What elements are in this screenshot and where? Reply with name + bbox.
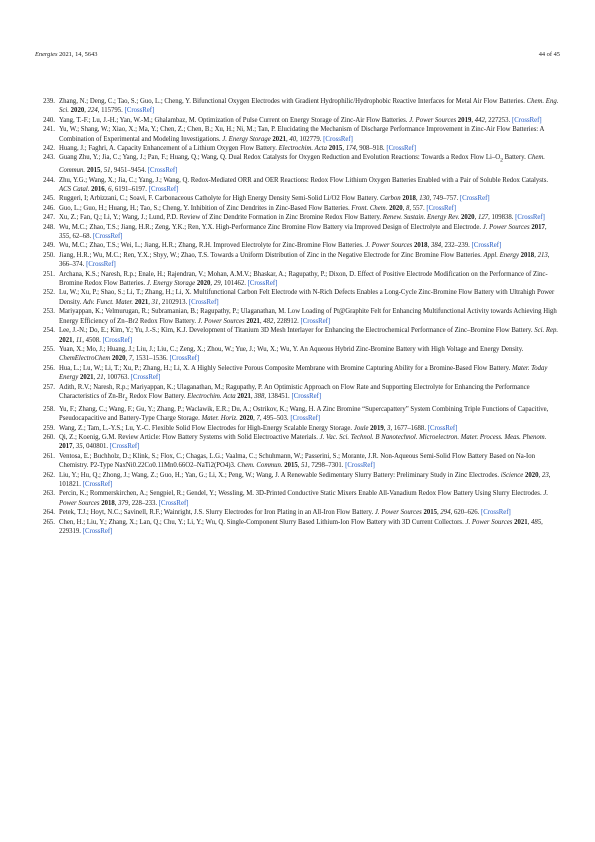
journal-year-volume: 2021, 14, — [59, 51, 84, 58]
reference-number: 264. — [43, 509, 55, 517]
reference-text — [59, 508, 560, 517]
reference-segment: , — [538, 471, 542, 479]
reference-italic: 384 — [430, 242, 442, 250]
reference-number: 245. — [43, 195, 55, 203]
reference-segment: , — [104, 186, 109, 193]
reference-italic: Carbon — [379, 195, 401, 203]
reference-text — [59, 194, 560, 203]
reference-segment: , — [253, 415, 257, 423]
reference-year: 2015 — [284, 462, 298, 470]
journal-citation — [35, 50, 97, 60]
reference-number: 251. — [43, 270, 55, 278]
reference-subscript: 2 — [500, 157, 503, 164]
reference-number: 249. — [43, 242, 55, 250]
reference-segment: Wu, M.C.; Zhao, T.S.; Wei, L.; Jiang, H.R.; Zhang, R.H. Improved Electrolyte for Zinc-Bromine Flow Batteries. — [59, 242, 366, 250]
reference-item — [35, 424, 560, 433]
reference-text — [59, 489, 560, 508]
crossref-link[interactable]: [CrossRef] — [290, 415, 321, 423]
reference-segment: Qi, Z.; Koenig, G.M. Review Article: Flow Battery Systems with Solid Electroactive Materials. — [59, 433, 320, 441]
reference-segment: Archana, K.S.; Naresh, R.p.; Enale, H.; Rajendran, V.; Mohan, A.M.V.; Bhaskar, A.; Ragupathy, P.; Dixon, D. Effect of Positive Electrode Modification on the Performance of Zinc-Bromine Redox Flow Batteries. — [59, 270, 548, 288]
reference-text — [59, 176, 560, 195]
reference-segment: , 366–374. — [59, 251, 550, 269]
reference-year: 2021 — [272, 135, 286, 143]
reference-italic: Adv. Funct. Mater. — [83, 298, 134, 306]
reference-italic: J. Power Sources — [59, 490, 549, 507]
reference-item — [35, 288, 560, 307]
reference-segment: , — [210, 280, 214, 288]
crossref-link[interactable]: [CrossRef] — [82, 480, 113, 488]
reference-item — [35, 223, 560, 242]
reference-item — [35, 326, 560, 345]
reference-text — [59, 326, 560, 345]
reference-italic: J. Power Sources — [197, 317, 245, 325]
reference-segment: , 749–757. — [429, 195, 460, 203]
reference-segment: , 227253. — [484, 116, 512, 124]
reference-segment: , 101462. — [220, 280, 248, 288]
reference-italic: 23 — [541, 471, 549, 479]
reference-item — [35, 153, 560, 175]
reference-segment: Yang, T.-F.; Lu, J.-H.; Yan, W.-M.; Ghalambaz, M. Optimization of Pulse Current on Energy Storage of Zinc-Air Flow Batteries. — [59, 116, 410, 124]
reference-year: 2021 — [246, 317, 260, 325]
reference-text — [59, 307, 560, 326]
reference-segment: , 62–68. — [69, 233, 93, 241]
reference-number: 265. — [43, 518, 55, 526]
reference-year: 2021 — [134, 298, 149, 306]
reference-subscript: 2 — [124, 396, 128, 403]
reference-italic: 29 — [213, 280, 221, 288]
crossref-link[interactable]: [CrossRef] — [300, 317, 331, 325]
reference-italic: J. Vac. Sci. Technol. B Nanotechnol. Microelectron. Mater. Process. Meas. Phenom. — [319, 433, 547, 441]
reference-italic: 8 — [406, 204, 410, 212]
reference-segment: Wang, Z.; Tam, L.-Y.S.; Lu, Y.-C. Flexible Solid Flow Electrodes for High-Energy Scalable Energy Storage. — [59, 424, 354, 432]
reference-segment: , 109838. — [488, 214, 516, 222]
reference-segment: Ventosa, E.; Buchholz, D.; Klink, S.; Flox, C.; Chagas, L.G.; Vaalma, C.; Schuhmann, W.; Passerini, S.; Morante, J.R. Non-Aqueous Semi-Solid Flow Battery Based on Na-Ion Chemistry. P2-Type NaxNi0.22Co0.11Mn0.66O2–NaTi2(PO4)3. — [59, 452, 536, 470]
reference-segment: Guo, L.; Guo, H.; Huang, H.; Tao, S.; Cheng, Y. Inhibition of Zinc Dendrites in Zinc-Based Flow Batteries. — [59, 204, 352, 212]
crossref-link[interactable]: [CrossRef] — [109, 443, 140, 451]
reference-text — [59, 452, 560, 471]
reference-segment: , 138451. — [264, 392, 292, 400]
crossref-link[interactable]: [CrossRef] — [515, 214, 545, 222]
reference-italic: 127 — [477, 214, 489, 222]
crossref-link[interactable]: [CrossRef] — [86, 261, 116, 269]
reference-italic: iScience — [500, 471, 524, 479]
reference-italic: J. Power Sources — [365, 242, 413, 250]
reference-segment: , — [527, 518, 531, 526]
reference-item — [35, 489, 560, 508]
reference-number: 240. — [43, 116, 55, 124]
reference-segment: Lee, J.-N.; Do, E.; Kim, Y.; Yu, J.-S.; Kim, K.J. Development of Titanium 3D Mesh Interlayer for Enhancing the Electrochemical Performance of Zinc–Bromine Flow Battery. — [59, 327, 535, 335]
reference-segment: , 228912. — [273, 317, 301, 325]
reference-italic: 51 — [301, 462, 308, 470]
reference-italic: 11 — [75, 336, 83, 344]
reference-segment: , — [437, 509, 441, 517]
reference-text — [59, 405, 560, 424]
reference-number: 262. — [43, 471, 55, 479]
reference-segment: Redox Flow Battery. — [127, 392, 188, 400]
reference-number: 261. — [43, 452, 55, 460]
reference-segment: Chen, H.; Liu, Y.; Zhang, X.; Lan, Q.; Chu, Y.; Li, Y.; Wu, Q. Single-Component Slurry Based Lithium-Ion Flow Battery with 3D Current Collectors. — [59, 518, 466, 526]
reference-number: 244. — [43, 176, 55, 184]
reference-segment: , — [72, 443, 76, 451]
reference-year: 2021 — [514, 518, 528, 526]
reference-year: 2020 — [525, 471, 539, 479]
reference-number: 250. — [43, 251, 55, 259]
reference-segment: , 557. — [409, 204, 427, 212]
reference-segment: , — [297, 462, 302, 470]
crossref-link[interactable]: [CrossRef] — [169, 355, 200, 363]
reference-number: 263. — [43, 490, 55, 498]
reference-segment: Mariyappan, K.; Velmurugan, R.; Subramanian, B.; Ragupathy, P.; Ulaganathan, M. Low Loading of Pt@Graphite Felt for Enhancing Multifunctional Activity towards Achieving High Energy Efficiency of Zn–Br2 Redox Flow Battery. — [59, 308, 557, 325]
crossref-link[interactable]: [CrossRef] — [158, 499, 189, 507]
reference-segment: , — [84, 107, 88, 115]
reference-italic: 485 — [531, 518, 542, 526]
reference-text — [59, 345, 560, 364]
reference-item — [35, 125, 560, 144]
reference-year: 2020 — [70, 107, 85, 115]
reference-year: 2018 — [414, 242, 428, 250]
reference-segment: Percin, K.; Rommerskirchen, A.; Sengpiel, R.; Gendel, Y.; Wessling, M. 3D-Printed Conductive Static Mixers Enable All-Vanadium Redox Flow Battery Using Slurry Electrodes. — [59, 490, 544, 498]
reference-segment: , 908–918. — [355, 145, 387, 153]
reference-text — [59, 213, 560, 222]
reference-year: 2018 — [101, 499, 115, 507]
crossref-link[interactable]: [CrossRef] — [481, 509, 511, 517]
reference-number: 260. — [43, 433, 55, 441]
reference-text — [59, 116, 560, 125]
reference-segment: Hua, L.; Lu, W.; Li, T.; Xu, P.; Zhang, H.; Li, X. A Highly Selective Porous Composite Membrane with Bromine Capturing Ability for a Bromine-Based Flow Battery. — [59, 364, 512, 372]
journal-name: Energies — [35, 51, 58, 58]
reference-number: 242. — [43, 145, 55, 153]
reference-italic: Joule — [353, 424, 369, 432]
crossref-link[interactable]: [CrossRef] — [291, 392, 322, 400]
reference-item — [35, 176, 560, 195]
reference-italic: Chem. Eng. Sci. — [59, 98, 559, 115]
reference-segment: , 228–233. — [128, 499, 159, 507]
reference-italic: J. Power Sources — [374, 509, 422, 517]
reference-number: 257. — [43, 383, 55, 391]
reference-italic: 7 — [256, 415, 260, 423]
reference-italic: Chem. Commun. — [237, 462, 283, 470]
reference-number: 243. — [43, 154, 55, 162]
reference-segment: , 040801. — [82, 443, 110, 451]
reference-italic: 3 — [387, 424, 391, 432]
reference-number: 255. — [43, 345, 55, 353]
crossref-link[interactable]: [CrossRef] — [148, 186, 179, 193]
reference-italic: ChemElectroChem — [59, 355, 111, 363]
reference-italic: Front. Chem. — [351, 204, 388, 212]
reference-number: 259. — [43, 424, 55, 432]
reference-italic: J. Energy Storage — [222, 135, 271, 143]
reference-item — [35, 345, 560, 364]
reference-item — [35, 97, 560, 116]
reference-item — [35, 241, 560, 250]
reference-segment: , — [383, 424, 388, 432]
reference-segment: Guang Zhu, Y.; Jia, C.; Yang, J.; Pan, F.; Huang, Q.; Wang, Q. Dual Redox Catalysts for Oxygen Reduction and Evolution Reactions: Towards a Redox Flow Li–O — [59, 154, 501, 162]
reference-italic: J. Power Sources — [465, 518, 513, 526]
reference-year: 2017 — [531, 223, 545, 231]
reference-year: 2015 — [423, 509, 438, 517]
article-number: 5643 — [84, 51, 98, 58]
reference-segment: Jiang, H.R.; Wu, M.C.; Ren, Y.X.; Shyy, W.; Zhao, T.S. Towards a Uniform Distribution of Zinc in the Negative Electrode for Zinc Bromine Flow Batteries. — [59, 251, 484, 259]
reference-segment: , 100763. — [103, 374, 131, 382]
reference-segment: Zhang, N.; Deng, C.; Tao, S.; Guo, L.; Cheng, Y. Bifunctional Oxygen Electrodes with Gradient Hydrophilic/Hydrophobic Reactive Interfaces for Metal Air Flow Batteries. — [59, 98, 527, 105]
reference-italic: 31 — [151, 298, 159, 306]
reference-year: 2020 — [461, 214, 475, 222]
reference-item — [35, 194, 560, 203]
reference-item — [35, 307, 560, 326]
reference-segment: , — [93, 374, 97, 382]
reference-item — [35, 251, 560, 270]
crossref-link[interactable]: [CrossRef] — [247, 280, 278, 288]
reference-segment: Huang, J.; Faghri, A. Capacity Enhancement of a Lithium Oxygen Flow Battery. — [59, 145, 279, 153]
reference-italic: Sci. Rep. — [534, 327, 559, 335]
crossref-link[interactable]: [CrossRef] — [124, 107, 155, 115]
reference-year: 2021 — [80, 374, 94, 382]
reference-segment: Yu, W.; Shang, W.; Xiao, X.; Ma, Y.; Chen, Z.; Chen, B.; Xu, H.; Ni, M.; Tan, P. Elucidating the Mechanism of Discharge Performance Improvement in Zinc-Air Flow Batteries: A Combination of Experimental and Modeling Investigations. — [59, 126, 545, 143]
reference-segment: , 232–239. — [441, 242, 472, 250]
reference-item — [35, 508, 560, 517]
reference-number: 247. — [43, 214, 55, 222]
reference-year: 2020 — [111, 355, 126, 363]
reference-text — [59, 125, 560, 144]
reference-text — [59, 364, 560, 383]
reference-italic: Renew. Sustain. Energy Rev. — [382, 214, 460, 222]
reference-segment: , 7298–7301. — [307, 462, 346, 470]
reference-italic: 482 — [263, 317, 274, 325]
reference-item — [35, 116, 560, 125]
crossref-link[interactable]: [CrossRef] — [427, 424, 458, 432]
reference-list — [35, 97, 560, 536]
reference-segment: , — [474, 214, 478, 222]
reference-italic: ACS Catal. — [59, 186, 90, 193]
reference-segment: , 9451–9454. — [110, 167, 148, 175]
reference-text — [59, 144, 560, 153]
reference-item — [35, 471, 560, 490]
reference-italic: 40 — [289, 135, 297, 143]
reference-segment: Wu, M.C.; Zhao, T.S.; Jiang, H.R.; Zeng, Y.K.; Ren, Y.X. High-Performance Zinc Bromine Flow Battery via Improved Design of Electrolyte and Electrode. — [59, 223, 483, 231]
reference-italic: 442 — [474, 116, 485, 124]
reference-italic: 51 — [103, 167, 111, 175]
reference-italic: J. Power Sources — [409, 116, 457, 124]
reference-segment: , — [285, 135, 290, 143]
reference-italic: 35 — [75, 443, 83, 451]
reference-segment: , — [427, 242, 431, 250]
reference-item — [35, 213, 560, 222]
reference-italic: J. Power Sources — [482, 223, 530, 231]
reference-year: 2017 — [59, 443, 73, 451]
reference-italic: 130 — [419, 195, 430, 203]
crossref-link[interactable]: [CrossRef] — [511, 116, 542, 124]
reference-italic: 294 — [440, 509, 451, 517]
crossref-link[interactable]: [CrossRef] — [102, 336, 133, 344]
reference-segment: Yu, F.; Zhang, C.; Wang, F.; Gu, Y.; Zhang, P.; Waclawik, E.R.; Du, A.; Ostrikov, K.; Wang, H. A Zinc Bromine “Supercapattery” System Combining Triple Functions of Capacitive, Pseudocapacitive and Battery-Type Charge Storage. — [59, 405, 549, 423]
reference-italic: 7 — [128, 355, 133, 363]
reference-italic: Mater. Horiz. — [201, 415, 238, 423]
crossref-link[interactable]: [CrossRef] — [386, 145, 417, 153]
reference-text — [59, 383, 560, 405]
reference-number: 252. — [43, 289, 55, 297]
reference-segment: , — [100, 167, 104, 175]
reference-year: 2020 — [196, 280, 211, 288]
crossref-link[interactable]: [CrossRef] — [188, 298, 219, 306]
reference-number: 241. — [43, 126, 55, 134]
reference-segment: Yuan, X.; Mo, J.; Huang, J.; Liu, J.; Liu, C.; Zeng, X.; Zhou, W.; Yue, J.; Wu, X.; Wu, Y. An Aqueous Hybrid Zinc-Bromine Battery with High Voltage and Energy Density. — [59, 345, 524, 353]
reference-text — [59, 223, 560, 242]
crossref-link[interactable]: [CrossRef] — [345, 462, 375, 470]
crossref-link[interactable]: [CrossRef] — [323, 135, 353, 143]
reference-year: 2021 — [237, 392, 251, 400]
reference-year: 2015 — [328, 145, 343, 153]
reference-item — [35, 405, 560, 424]
reference-italic: 213 — [537, 251, 548, 259]
reference-italic: 6 — [108, 186, 112, 193]
reference-text — [59, 471, 560, 490]
reference-text — [59, 424, 560, 433]
reference-year: 2021 — [59, 336, 73, 344]
reference-text — [59, 518, 560, 537]
reference-year: 2018 — [520, 251, 535, 259]
reference-italic: 174 — [345, 145, 356, 153]
reference-segment: , — [544, 223, 547, 231]
reference-segment: , 6191–6197. — [111, 186, 149, 193]
reference-segment: , 495–503. — [259, 415, 291, 423]
reference-segment: , — [125, 355, 129, 363]
reference-number: 248. — [43, 223, 55, 231]
reference-item — [35, 144, 560, 153]
reference-item — [35, 364, 560, 383]
reference-italic: Mater. Today Energy — [59, 364, 548, 382]
reference-segment: , — [148, 298, 152, 306]
reference-italic: 388 — [254, 392, 265, 400]
reference-segment: , — [250, 392, 255, 400]
reference-italic: 21 — [96, 374, 104, 382]
reference-italic: 355 — [59, 233, 70, 241]
crossref-link[interactable]: [CrossRef] — [426, 204, 457, 212]
reference-segment: Adith, R.V.; Naresh, R.p.; Mariyappan, K.; Ulaganathan, M.; Ragupathy, P. An Optimistic Approach on Flow Rate and Supporting Electrolyte for Enhancing the Performance Characteristics of Zn-Br — [59, 383, 530, 400]
reference-segment: , 2102913. — [158, 298, 189, 306]
reference-text — [59, 433, 560, 452]
reference-segment: , 4508. — [82, 336, 103, 344]
reference-number: 253. — [43, 308, 55, 316]
reference-year: 2019 — [457, 116, 472, 124]
reference-text — [59, 288, 560, 307]
reference-segment: Ruggeri, I; Arbizzani, C.; Soavi, F. Carbonaceous Catholyte for High Energy Density Semi-Solid Li/O2 Flow Battery. — [59, 195, 380, 203]
reference-segment: , — [471, 116, 475, 124]
reference-year: 2019 — [370, 424, 384, 432]
reference-text — [59, 204, 560, 213]
reference-segment: , — [72, 336, 76, 344]
reference-year: 2020 — [239, 415, 254, 423]
reference-segment: Petek, T.J.; Hoyt, N.C.; Savinell, R.F.; Wainright, J.S. Slurry Electrodes for Iron Plating in an All-Iron Flow Battery. — [59, 509, 375, 517]
reference-text — [59, 241, 560, 250]
reference-segment: , 101821. — [59, 471, 551, 488]
reference-text — [59, 270, 560, 289]
reference-italic: Chem. Commun. — [59, 154, 545, 175]
reference-segment: , — [402, 204, 407, 212]
reference-segment: Xu, Z.; Fan, Q.; Li, Y.; Wang, J.; Lund, P.D. Review of Zinc Dendrite Formation in Zinc Bromine Redox Flow Battery. — [59, 214, 383, 222]
reference-number: 258. — [43, 405, 55, 413]
reference-item — [35, 518, 560, 537]
reference-segment: Liu, Y.; Hu, Q.; Zhong, J.; Wang, Z.; Guo, H.; Yan, G.; Li, X.; Peng, W.; Wang, J. A Renewable Sedimentary Slurry Battery: Preliminary Study in Zinc Electrodes. — [59, 471, 501, 479]
crossref-link[interactable]: [CrossRef] — [130, 374, 161, 382]
reference-segment: Battery. — [502, 154, 528, 162]
page-number: 44 of 45 — [538, 51, 560, 58]
reference-segment: Lu, W.; Xu, P.; Shao, S.; Li, T.; Zhang, H.; Li, X. Multifunctional Carbon Felt Electrode with N-Rich Defects Enables a Long-Cycle Zinc-Bromine Flow Battery with Ultrahigh Power Density. — [59, 289, 555, 306]
reference-italic: J. Energy Storage — [146, 280, 196, 288]
reference-number: 256. — [43, 364, 55, 372]
reference-segment: , 620–626. — [450, 509, 482, 517]
reference-item — [35, 452, 560, 471]
reference-year: 2015 — [86, 167, 101, 175]
crossref-link[interactable]: [CrossRef] — [92, 233, 123, 241]
reference-number: 239. — [43, 98, 55, 105]
crossref-link[interactable]: [CrossRef] — [147, 167, 178, 175]
reference-segment: , 115795. — [97, 107, 125, 115]
reference-year: 2016 — [91, 186, 105, 193]
reference-number: 254. — [43, 327, 55, 335]
reference-year: 2018 — [402, 195, 416, 203]
reference-italic: 379 — [118, 499, 129, 507]
crossref-link[interactable]: [CrossRef] — [82, 527, 113, 535]
reference-text — [59, 97, 560, 116]
reference-italic: Appl. Energy — [483, 251, 519, 259]
reference-item — [35, 433, 560, 452]
reference-segment: , — [534, 251, 538, 259]
reference-segment: , 1531–1536. — [132, 355, 170, 363]
reference-item — [35, 204, 560, 213]
reference-segment: , 229319. — [59, 518, 543, 535]
crossref-link[interactable]: [CrossRef] — [459, 195, 490, 203]
reference-item — [35, 270, 560, 289]
reference-segment: , 1677–1688. — [390, 424, 428, 432]
crossref-link[interactable]: [CrossRef] — [471, 242, 502, 250]
reference-segment: , — [415, 195, 420, 203]
reference-segment: Zhu, Y.G.; Wang, X.; Jia, C.; Yang, J.; Wang, Q. Redox-Mediated ORR and OER Reactions: Redox Flow Lithium Oxygen Batteries Enabled with a Pair of Soluble Redox Catalysts. — [59, 176, 549, 184]
reference-item — [35, 383, 560, 405]
reference-italic: Electrochim. Acta — [278, 145, 328, 153]
reference-segment: , — [342, 145, 346, 153]
reference-segment: , 102779. — [296, 135, 324, 143]
reference-year: 2020 — [389, 204, 403, 212]
reference-segment: , — [114, 499, 119, 507]
reference-text — [59, 251, 560, 270]
running-header — [35, 50, 560, 60]
reference-number: 246. — [43, 204, 55, 212]
reference-segment: , — [259, 317, 264, 325]
reference-italic: 224 — [87, 107, 98, 115]
reference-italic: Electrochim. Acta — [187, 392, 236, 400]
reference-text — [59, 153, 560, 175]
